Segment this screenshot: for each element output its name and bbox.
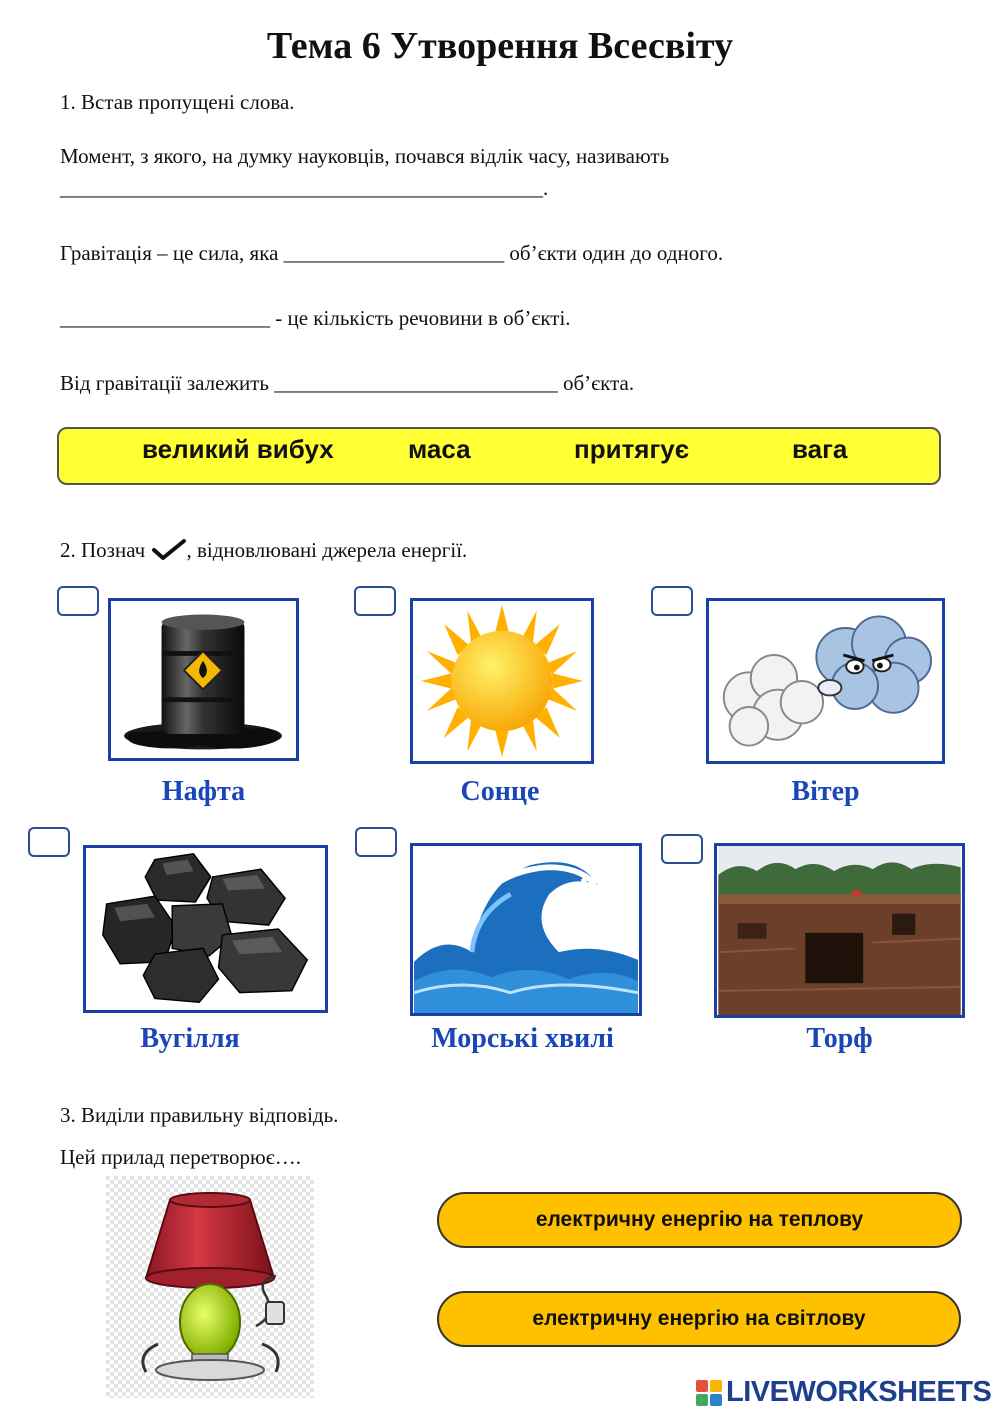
sun-icon: [413, 601, 591, 761]
sea-wave-icon: [413, 846, 639, 1013]
coal-image: [83, 845, 328, 1013]
logo-square: [696, 1394, 708, 1406]
word-bank-item[interactable]: великий вибух: [142, 434, 334, 464]
checkbox-waves[interactable]: [355, 827, 397, 857]
checkbox-oil[interactable]: [57, 586, 99, 616]
sea-wave-image: [410, 843, 642, 1016]
word-bank-item[interactable]: притягує: [574, 434, 690, 464]
answer-option-2[interactable]: електричну енергію на світлову: [437, 1291, 961, 1347]
wind-cloud-icon: [709, 601, 942, 761]
answer-option-1[interactable]: електричну енергію на теплову: [437, 1192, 962, 1248]
sun-image: [410, 598, 594, 764]
oil-barrel-icon: [111, 601, 296, 758]
peat-field-icon: [717, 846, 962, 1015]
table-lamp-image: [106, 1176, 314, 1398]
logo-square: [710, 1380, 722, 1392]
caption-wind: Вітер: [791, 776, 860, 807]
task3-question: Цей прилад перетворює….: [60, 1145, 301, 1169]
task1-sentence-3: ____________________ - це кількість речовини в об’єкті.: [60, 306, 571, 330]
caption-oil: Нафта: [161, 776, 246, 807]
checkbox-coal[interactable]: [28, 827, 70, 857]
liveworksheets-brand[interactable]: [696, 1376, 991, 1409]
task2-heading-after: , відновлювані джерела енергії.: [186, 538, 468, 562]
checkbox-peat[interactable]: [661, 834, 703, 864]
caption-sun: Сонце: [460, 776, 540, 807]
task3-heading: 3. Виділи правильну відповідь.: [60, 1103, 339, 1127]
page-title: Тема 6 Утворення Всесвіту: [266, 25, 734, 67]
wind-cloud-image: [706, 598, 945, 764]
checkbox-wind[interactable]: [651, 586, 693, 616]
caption-peat: Торф: [806, 1023, 873, 1054]
word-bank-item[interactable]: вага: [792, 434, 848, 464]
task2-heading: [60, 538, 467, 563]
coal-icon: [86, 848, 325, 1010]
task1-sentence-2: Гравітація – це сила, яка _____________________ об’єкти один до одного.: [60, 241, 724, 265]
liveworksheets-logo-icon: [696, 1380, 722, 1406]
task1-sentence-1: Момент, з якого, на думку науковців, почався відлік часу, називають: [60, 144, 670, 168]
task2-heading-before: 2. Познач: [60, 538, 146, 562]
caption-coal: Вугілля: [140, 1023, 240, 1054]
task1-sentence-4: Від гравітації залежить ___________________________ об’єкта.: [60, 371, 635, 395]
checkbox-sun[interactable]: [354, 586, 396, 616]
oil-barrel-image: [108, 598, 299, 761]
task1-blank-1[interactable]: ______________________________________________.: [60, 176, 549, 200]
table-lamp-icon: [106, 1176, 314, 1398]
peat-field-image: [714, 843, 965, 1018]
logo-square: [710, 1394, 722, 1406]
task1-heading: 1. Встав пропущені слова.: [60, 90, 295, 114]
caption-waves: Морські хвилі: [431, 1023, 614, 1054]
brand-text: LIVEWORKSHEETS: [726, 1376, 992, 1408]
word-bank-item[interactable]: маса: [408, 434, 471, 464]
checkmark-icon: [151, 539, 187, 561]
logo-square: [696, 1380, 708, 1392]
